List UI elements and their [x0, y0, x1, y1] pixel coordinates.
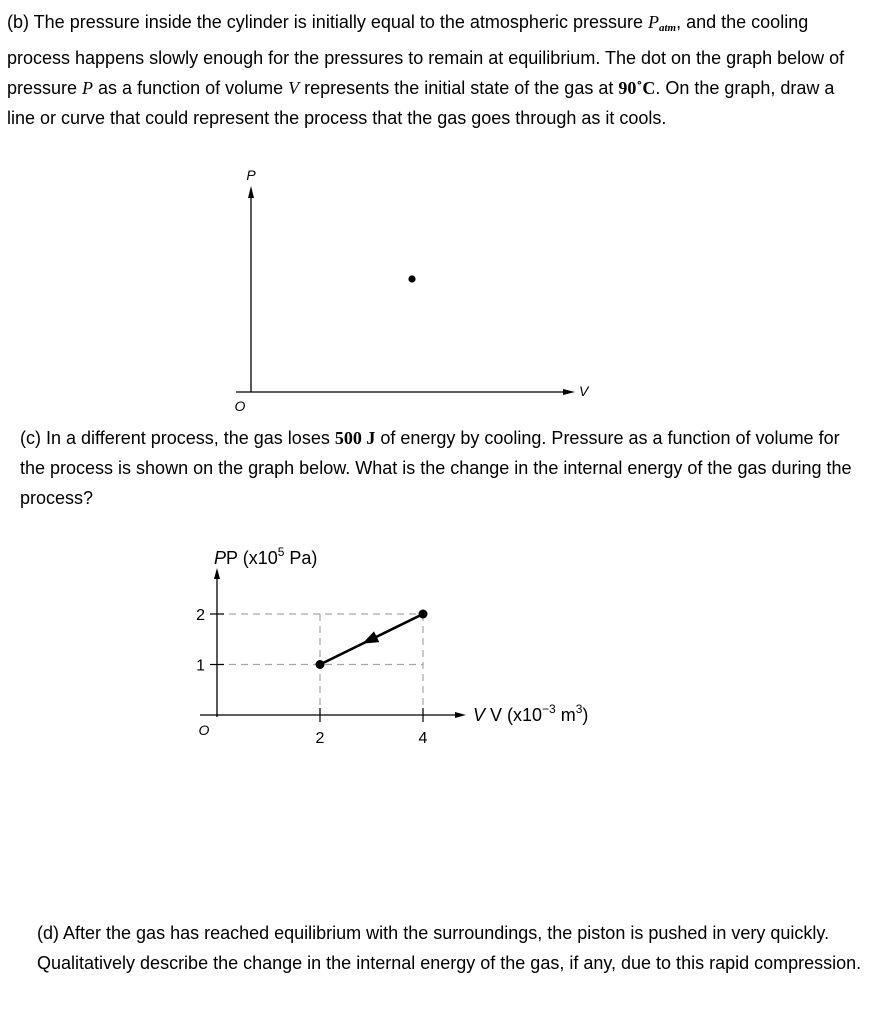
part-b-text-3: as a function of volume: [93, 78, 289, 98]
part-d-question: (d) After the gas has reached equilibrium with the surroundings, the piston is pushed in very quickly. Qualitatively describe the change in the internal energy of the gas, if any, due to this rapid compression.: [37, 923, 862, 973]
energy-value: 500 J: [334, 428, 376, 448]
chart-point-4-2: [419, 610, 428, 619]
chart-ylabel-prefix: P (x10: [226, 548, 278, 568]
chart-xlabel-mid: m: [555, 705, 576, 725]
graph-b-origin-label: O: [234, 398, 246, 414]
part-b-text-5: . On the graph, draw a line or curve that could represent the process that the gas goes through as it cools.: [7, 78, 835, 128]
graph-b-y-arrowhead: [248, 186, 254, 198]
graph-b-y-label: P: [246, 167, 256, 183]
chart-y-axis-label: PP ($x10^5$ Pa): [214, 545, 318, 568]
patm-p: P: [647, 12, 659, 32]
chart-x-arrowhead: [455, 712, 466, 718]
chart-x-tick-label-4: 4: [418, 730, 428, 747]
part-b-text-2: , and the cooling process happens slowly enough for the pressures to remain at equilibrium. The dot on the graph below of pressure: [7, 12, 845, 98]
part-c-text-1: (c) In a different process, the gas loses: [20, 428, 335, 448]
patm-subscript: atm: [658, 22, 677, 34]
pressure-symbol: P: [82, 78, 94, 98]
part-b-text-4: represents the initial state of the gas at: [299, 78, 619, 98]
initial-state-dot: [408, 275, 415, 282]
chart-direction-arrow: [362, 631, 379, 643]
chart-point-2-1: [316, 660, 325, 669]
volume-symbol: V: [288, 78, 300, 98]
chart-xlabel-suffix: ): [582, 705, 589, 725]
part-c-text-2: of energy by cooling. Pressure as a function of volume for the process is shown on the graph below. What is the change in the internal energy of the gas during the process?: [20, 428, 852, 508]
chart-xlabel-exp2: 3: [575, 702, 583, 716]
chart-y-tick-label-1: 1: [196, 657, 205, 675]
graph-b: [235, 167, 590, 414]
chart-xlabel-prefix: V (x10: [490, 705, 543, 725]
graph-c-chart: [196, 545, 588, 747]
temperature-value: 90˚C: [618, 78, 656, 98]
graph-b-x-arrowhead: [563, 389, 575, 395]
part-b-text-1: (b) The pressure inside the cylinder is initially equal to the atmospheric pressure: [7, 12, 648, 32]
chart-origin-label: O: [198, 722, 210, 738]
chart-ylabel-suffix: Pa): [284, 548, 318, 568]
chart-y-tick-label-2: 2: [196, 607, 205, 624]
chart-x-tick-label-2: 2: [315, 730, 325, 747]
chart-x-axis-label: V V ($x10^{-3}$ $m^3$): [473, 702, 589, 725]
chart-ylabel-exp: 5: [277, 545, 285, 559]
graph-b-x-label: V: [579, 383, 589, 399]
chart-y-arrowhead: [214, 568, 220, 579]
chart-xlabel-exp: −3: [542, 702, 556, 716]
